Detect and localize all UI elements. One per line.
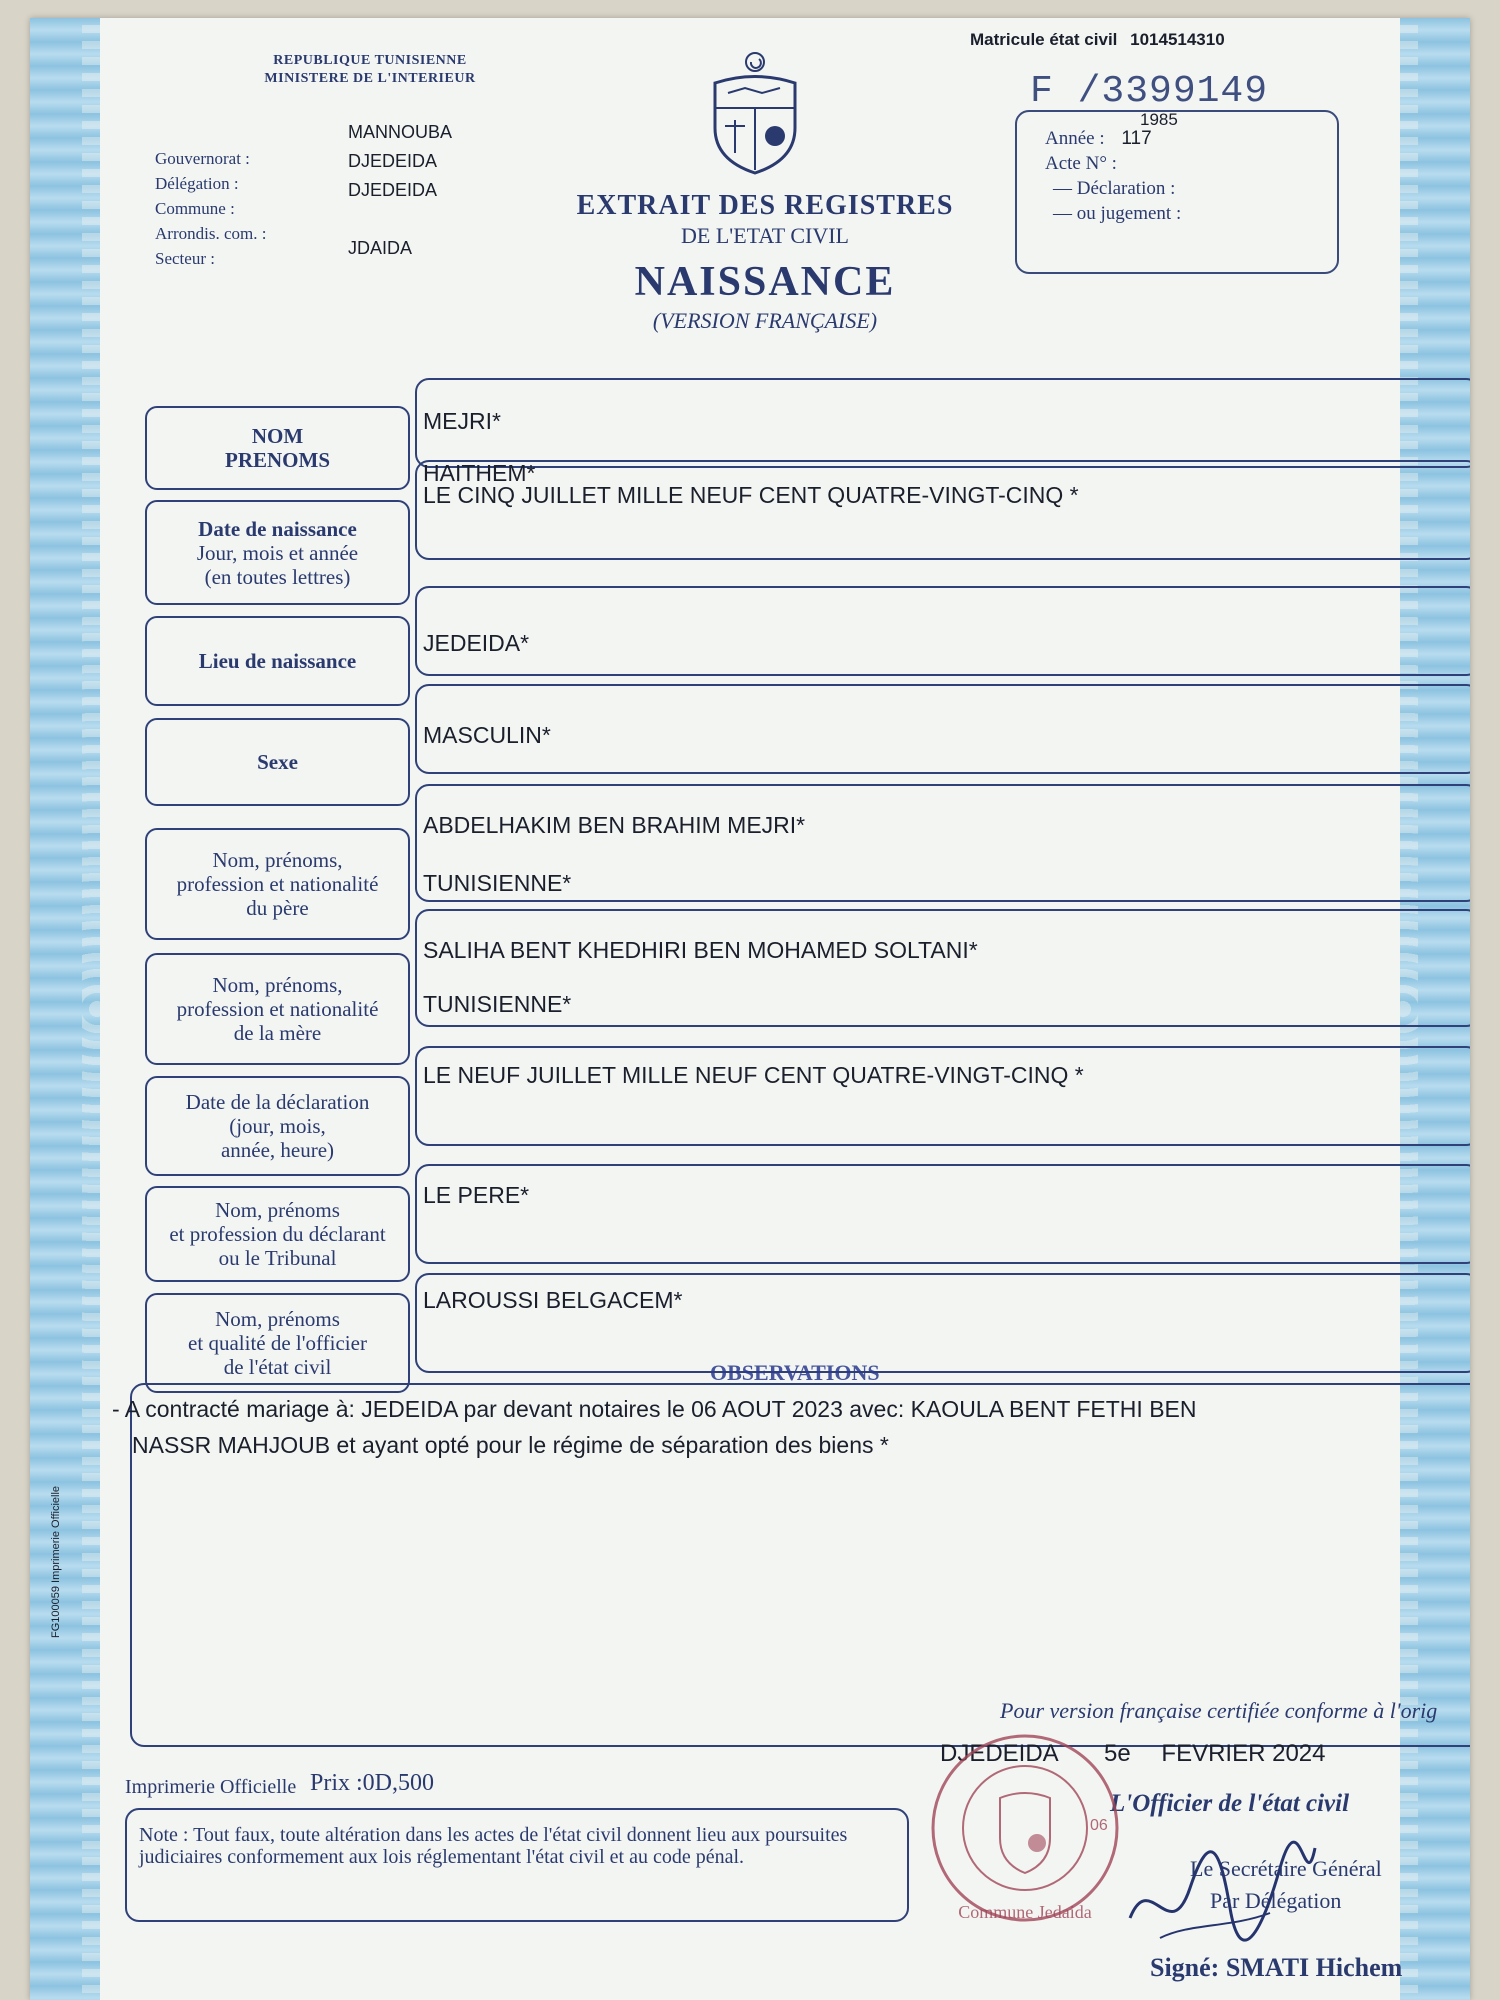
row-label <box>145 1076 410 1176</box>
label-line: Jour, mois et année <box>196 540 359 565</box>
label-line: (jour, mois, <box>229 1114 326 1138</box>
ministry-label: MINISTERE DE L'INTERIEUR <box>264 71 476 86</box>
row-label <box>145 1293 410 1393</box>
annee-value: 117 <box>1121 128 1152 149</box>
label-line: Nom, prénoms <box>215 1198 340 1222</box>
arrondissement-value <box>348 205 452 234</box>
date-declaration-value: LE NEUF JUILLET MILLE NEUF CENT QUATRE-VINGT-CINQ * <box>423 1062 1084 1088</box>
row-label <box>145 406 410 490</box>
label-line: et profession du déclarant <box>169 1222 386 1246</box>
acte-box <box>1015 110 1339 274</box>
sexe-value: MASCULIN* <box>423 722 551 748</box>
row-label <box>145 500 410 605</box>
stamp-number: 06 <box>1090 1817 1108 1834</box>
matricule-label: Matricule état civil <box>970 30 1118 49</box>
document-type: NAISSANCE <box>634 259 896 305</box>
row-label <box>145 718 410 806</box>
matricule-line <box>970 30 1225 50</box>
arrondissement-label: Arrondis. com. : <box>155 224 267 243</box>
label-line: Nom, prénoms, <box>212 848 343 872</box>
official-stamp-icon <box>925 1728 1125 1928</box>
row-value-box <box>415 684 1470 774</box>
label-line: de l'état civil <box>223 1355 332 1379</box>
pere-name-value: ABDELHAKIM BEN BRAHIM MEJRI* <box>423 812 806 838</box>
place-value: DJEDEIDA <box>940 1740 1058 1767</box>
row-value-box <box>415 586 1470 676</box>
label-line: du père <box>246 896 309 920</box>
document-page <box>30 18 1470 2000</box>
label-line: Sexe <box>257 750 298 774</box>
jugement-label: — ou jugement : <box>1053 203 1182 224</box>
row-label <box>145 953 410 1065</box>
row-value-box <box>415 909 1470 1027</box>
label-line: et qualité de l'officier <box>188 1331 367 1355</box>
coat-of-arms-icon <box>700 48 810 178</box>
label-line: PRENOMS <box>225 448 330 472</box>
legal-note-box <box>125 1808 909 1922</box>
serial-number: F /3399149 <box>1030 70 1269 113</box>
row-value-box <box>415 1273 1470 1373</box>
declaration-label: — Déclaration : <box>1053 178 1176 199</box>
observations-box <box>112 1383 1470 1747</box>
matricule-value: 1014514310 <box>1130 30 1225 49</box>
label-line: de la mère <box>233 1021 322 1045</box>
commune-label: Commune : <box>155 199 235 218</box>
row-declarant <box>145 1182 1470 1282</box>
label-line: année, heure) <box>220 1138 335 1162</box>
document-version: (VERSION FRANÇAISE) <box>652 308 878 333</box>
decorative-border-left <box>30 18 100 2000</box>
date-naissance-value: LE CINQ JUILLET MILLE NEUF CENT QUATRE-VINGT-CINQ * <box>423 482 1079 508</box>
legal-note: Note : Tout faux, toute altération dans les actes de l'état civil donnent lieu aux poursuites judiciaires conformement aux lois réglementant l'état civil et au code pénal. <box>139 1824 848 1868</box>
day-value: 5e <box>1104 1740 1131 1767</box>
officier-value: LAROUSSI BELGACEM* <box>423 1287 683 1313</box>
row-label <box>145 1186 410 1282</box>
delegation-label-footer: Par Délégation <box>1210 1888 1342 1913</box>
label-line: Date de naissance <box>198 516 357 541</box>
date-value: FEVRIER 2024 <box>1161 1740 1326 1767</box>
label-line: profession et nationalité <box>176 997 379 1021</box>
row-value-box <box>415 784 1470 902</box>
label-line: Date de la déclaration <box>185 1090 370 1114</box>
row-value-box <box>415 378 1470 486</box>
label-line: NOM <box>251 424 304 448</box>
admin-labels <box>155 146 266 271</box>
mere-name-value: SALIHA BENT KHEDHIRI BEN MOHAMED SOLTANI* <box>423 937 978 963</box>
declarant-value: LE PERE* <box>423 1182 530 1208</box>
form-code: FG100059 Imprimerie Officielle <box>50 1485 62 1638</box>
label-line: Nom, prénoms, <box>212 973 343 997</box>
secretary-general: Le Secrétaire Général <box>1190 1856 1382 1881</box>
annee-label: Année : <box>1045 128 1105 149</box>
observation-line-1: - A contracté mariage à: JEDEIDA par devant notaires le 06 AOUT 2023 avec: KAOULA BENT FETHI BEN <box>112 1396 1197 1422</box>
stamp-text: Commune Jedaida <box>958 1902 1092 1922</box>
document-title: EXTRAIT DES REGISTRES <box>576 190 954 221</box>
prenoms-value: HAITHEM* <box>423 460 536 486</box>
signature-icon <box>1120 1828 1320 1958</box>
secteur-label: Secteur : <box>155 249 215 268</box>
row-value-box <box>415 460 1470 560</box>
row-value-box <box>415 1164 1470 1264</box>
printer-label: Imprimerie Officielle <box>125 1776 297 1798</box>
document-subtitle: DE L'ETAT CIVIL <box>681 223 849 248</box>
label-line: profession et nationalité <box>176 872 379 896</box>
republic-label: REPUBLIQUE TUNISIENNE <box>273 53 467 68</box>
gouvernorat-value: MANNOUBA <box>348 122 453 142</box>
row-label <box>145 828 410 940</box>
certification-text: Pour version française certifiée conforme à l'orig <box>1000 1698 1438 1723</box>
officer-title: L'Officier de l'état civil <box>1110 1790 1350 1817</box>
mere-nationality-value: TUNISIENNE* <box>423 991 572 1017</box>
row-date-declaration <box>145 1062 1470 1176</box>
delegation-value: DJEDEIDA <box>348 151 438 171</box>
issuer-header <box>220 52 520 88</box>
delegation-label: Délégation : <box>155 174 239 193</box>
observation-line-2: NASSR MAHJOUB et ayant opté pour le régime de séparation des biens * <box>132 1432 889 1458</box>
acte-label: Acte N° : <box>1045 153 1117 174</box>
observations-heading: OBSERVATIONS <box>710 1360 880 1385</box>
label-line: Lieu de naissance <box>198 649 357 673</box>
lieu-naissance-value: JEDEIDA* <box>423 630 530 656</box>
nom-value: MEJRI* <box>423 408 501 434</box>
label-line: ou le Tribunal <box>218 1246 337 1270</box>
year-stamp: 1985 <box>1140 110 1178 129</box>
admin-values <box>348 118 452 263</box>
price-label: Prix :0D,500 <box>310 1770 435 1796</box>
row-value-box <box>415 1046 1470 1146</box>
signed-by: Signé: SMATI Hichem <box>1150 1953 1403 1982</box>
secteur-value: JDAIDA <box>348 238 413 258</box>
pere-nationality-value: TUNISIENNE* <box>423 870 572 896</box>
label-line: Nom, prénoms <box>215 1307 340 1331</box>
commune-value: DJEDEIDA <box>348 180 438 200</box>
label-line: (en toutes lettres) <box>204 564 351 589</box>
row-label <box>145 616 410 706</box>
gouvernorat-label: Gouvernorat : <box>155 149 250 168</box>
